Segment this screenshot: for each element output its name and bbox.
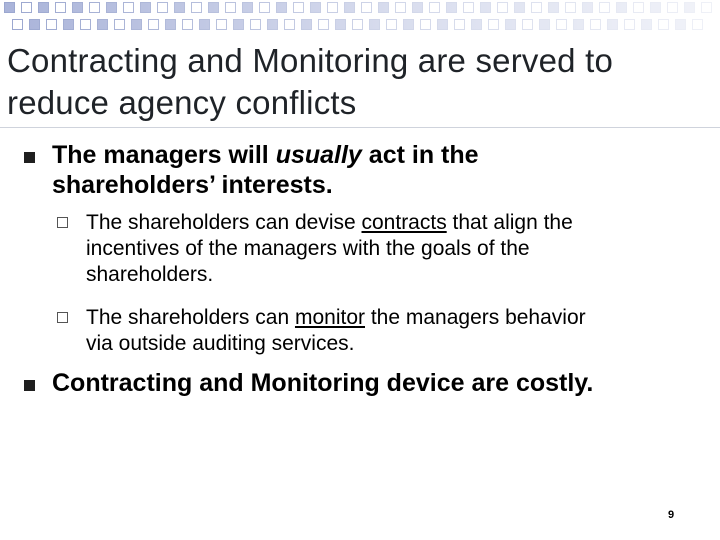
subbullet-1 — [86, 210, 706, 288]
bullet-1-text-post: act in the — [361, 141, 479, 169]
page-number: 9 — [668, 509, 675, 521]
subbullet-1-text-post: that align the — [446, 211, 573, 234]
monitor-term: monitor — [294, 306, 365, 329]
subbullet-2-text-post: the managers behavior — [365, 306, 586, 329]
bullet-1-text-pre: The managers will — [52, 141, 276, 169]
bullet-1-line-2: shareholders’ interests. — [52, 171, 333, 199]
subbullet-2-line-2: via outside auditing services. — [86, 332, 355, 355]
subbullet-1-line-2: incentives of the managers with the goals of the — [86, 237, 530, 260]
subbullet-1-line-3: shareholders. — [86, 263, 214, 286]
contracts-term: contracts — [361, 211, 447, 234]
bullet-1 — [52, 140, 692, 200]
checkbox-bullet-icon — [57, 312, 68, 323]
bullet-2: Contracting and Monitoring device are costly. — [52, 369, 594, 397]
title-line-2: reduce agency conflicts — [7, 84, 357, 121]
slide-title — [7, 40, 717, 124]
subbullet-1-text-pre: The shareholders can devise — [86, 211, 362, 234]
title-line-1: Contracting and Monitoring are served to — [7, 42, 613, 79]
bullet-1-emphasis: usually — [275, 141, 362, 169]
subbullet-2-text-pre: The shareholders can — [86, 306, 295, 329]
subbullet-2 — [86, 305, 706, 357]
square-bullet-icon — [24, 152, 35, 163]
title-divider — [0, 127, 720, 128]
checkbox-bullet-icon — [57, 217, 68, 228]
decorative-checker-pattern — [0, 0, 720, 38]
square-bullet-icon — [24, 380, 35, 391]
